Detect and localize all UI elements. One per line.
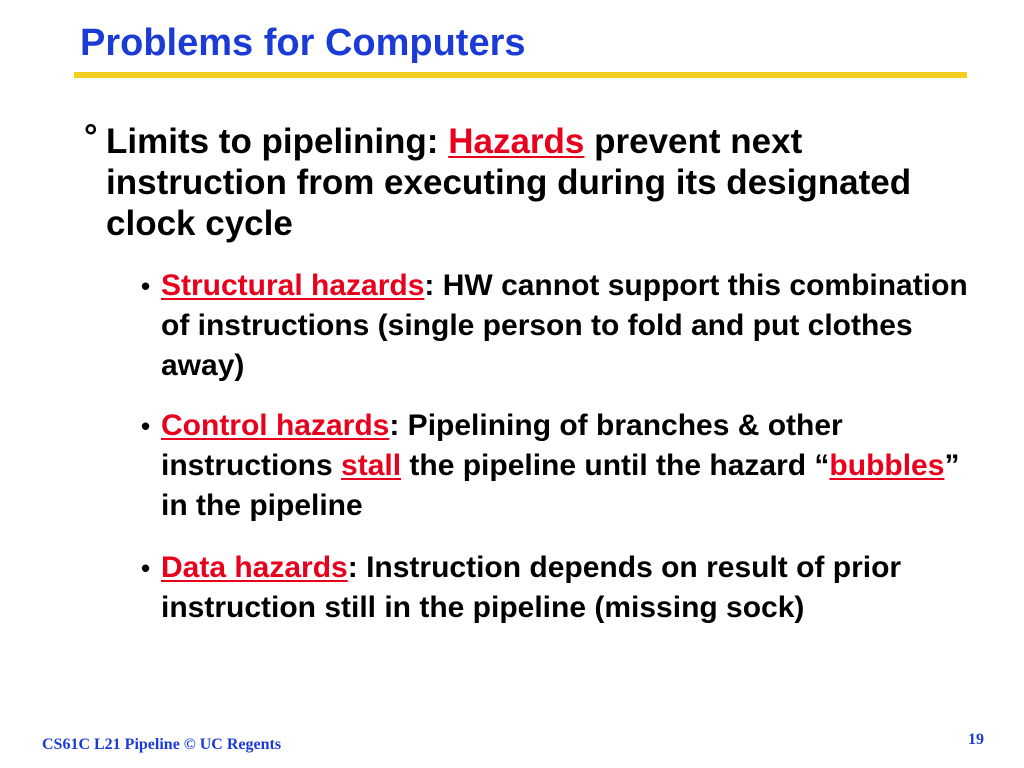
stall-keyword: stall xyxy=(341,449,402,482)
slide-title: Problems for Computers xyxy=(80,22,526,64)
control-hazards-text-b: the pipeline until the hazard “ xyxy=(401,449,830,482)
main-point xyxy=(106,121,966,244)
sub-point-structural xyxy=(161,266,971,386)
structural-hazards-term: Structural hazards xyxy=(161,269,425,302)
title-underline-rule xyxy=(74,72,967,78)
sub-bullet-marker-data: • xyxy=(141,553,151,583)
hazards-keyword: Hazards xyxy=(448,122,585,161)
data-hazards-term: Data hazards xyxy=(161,551,348,584)
sub-bullet-marker-structural: • xyxy=(141,271,151,301)
bubbles-keyword: bubbles xyxy=(829,449,945,482)
main-point-rest: prevent next instruction from executing during its designated clock cycle xyxy=(106,122,912,243)
structural-hazards-text: : HW cannot support this combination of instructions (single person to fold and put clothes away) xyxy=(161,269,968,382)
control-hazards-term: Control hazards xyxy=(161,409,390,442)
control-hazards-text-a: : Pipelining of branches & other instructions xyxy=(161,409,843,482)
data-hazards-text: : Instruction depends on result of prior instruction still in the pipeline (missing sock) xyxy=(161,551,902,624)
sub-point-data xyxy=(161,548,971,628)
sub-point-control xyxy=(161,406,971,526)
control-hazards-text-c: ” in the pipeline xyxy=(161,449,960,522)
sub-bullet-marker-control: • xyxy=(141,411,151,441)
main-point-lead: Limits to pipelining: xyxy=(106,122,449,161)
main-bullet-marker: ° xyxy=(84,118,98,156)
footer-course: CS61C L21 Pipeline © UC Regents xyxy=(42,736,282,753)
page-number: 19 xyxy=(968,731,984,748)
